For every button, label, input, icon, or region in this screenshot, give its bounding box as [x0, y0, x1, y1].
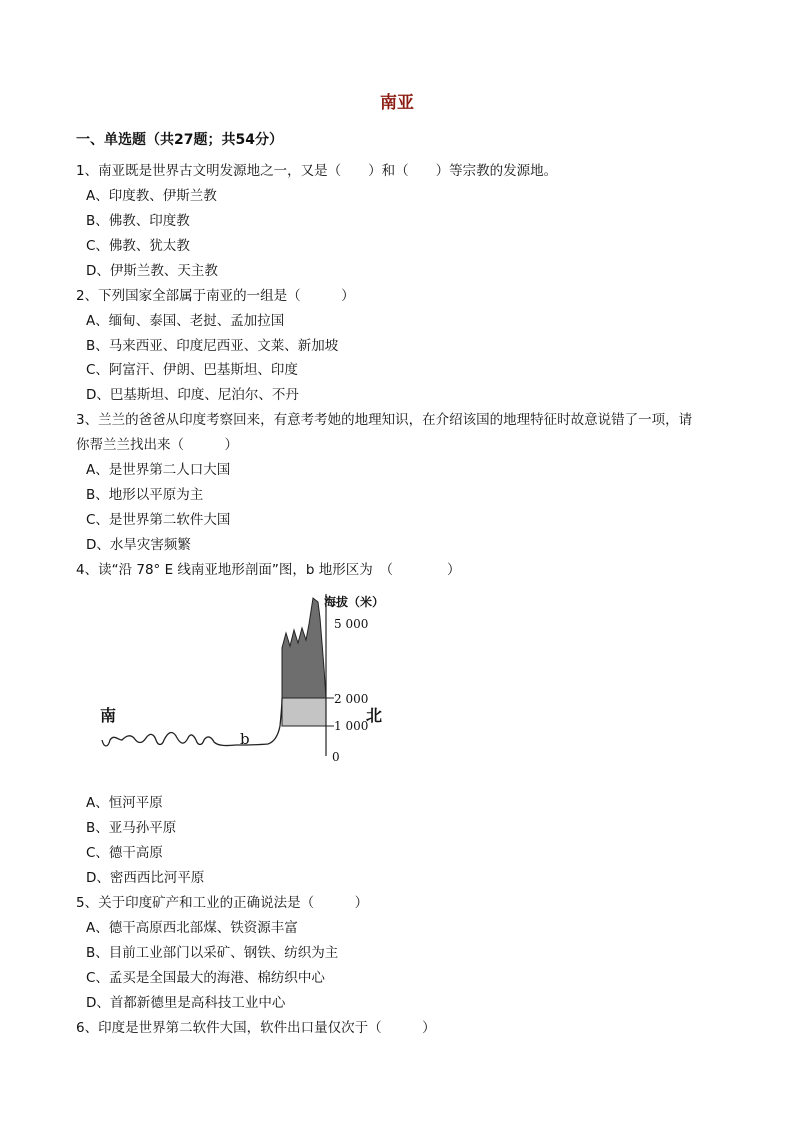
tick-0: 0 [332, 750, 340, 764]
question-3-option-a[interactable]: A、是世界第二人口大国 [86, 462, 231, 478]
question-5-option-c[interactable]: C、孟买是全国最大的海港、棉纺织中心 [86, 970, 325, 986]
question-1-option-a[interactable]: A、印度教、伊斯兰教 [86, 188, 217, 204]
question-3-option-d[interactable]: D、水旱灾害频繁 [86, 537, 191, 553]
section-heading: 一、单选题（共27题；共54分） [76, 132, 283, 148]
terrain-profile-line [102, 698, 282, 746]
question-5-option-a[interactable]: A、德干高原西北部煤、铁资源丰富 [86, 920, 298, 936]
question-5-option-b[interactable]: B、目前工业部门以采矿、钢铁、纺织为主 [86, 945, 339, 961]
terrain-profile-svg [96, 588, 396, 768]
question-1-option-d[interactable]: D、伊斯兰教、天主教 [86, 263, 218, 279]
question-4-stem: 4、读“沿 78° E 线南亚地形剖面”图，b 地形区为 （ ） [76, 562, 461, 578]
page-title: 南亚 [380, 93, 414, 113]
terrain-profile-figure [96, 588, 396, 768]
question-4-option-b[interactable]: B、亚马孙平原 [86, 820, 177, 836]
tick-5000: 5 000 [334, 617, 369, 631]
question-1-stem: 1、南亚既是世界古文明发源地之一，又是（ ）和（ ）等宗教的发源地。 [76, 163, 558, 179]
elevation-band-1000-2000 [282, 698, 326, 726]
question-1-option-c[interactable]: C、佛教、犹太教 [86, 238, 190, 254]
question-6-stem: 6、印度是世界第二软件大国，软件出口量仅次于（ ） [76, 1020, 436, 1036]
axis-title: 海拔（米） [324, 595, 385, 609]
question-3-stem: 3、兰兰的爸爸从印度考察回来，有意考考她的地理知识，在介绍该国的地理特征时故意说错了一项，请 [76, 412, 693, 428]
question-3-option-c[interactable]: C、是世界第二软件大国 [86, 512, 231, 528]
question-1-option-b[interactable]: B、佛教、印度教 [86, 213, 190, 229]
question-3-stem-continued: 你帮兰兰找出来（ ） [76, 437, 238, 453]
question-4-option-c[interactable]: C、德干高原 [86, 845, 163, 861]
question-2-option-a[interactable]: A、缅甸、泰国、老挝、孟加拉国 [86, 313, 285, 329]
question-4-option-d[interactable]: D、密西西比河平原 [86, 870, 205, 886]
mountain-upper-zone [282, 598, 326, 698]
tick-1000: 1 000 [334, 719, 369, 733]
question-3-option-b[interactable]: B、地形以平原为主 [86, 487, 204, 503]
north-label: 北 [366, 706, 383, 725]
south-label: 南 [100, 706, 117, 725]
point-b-label: b [240, 730, 250, 748]
question-4-option-a[interactable]: A、恒河平原 [86, 795, 163, 811]
tick-2000: 2 000 [334, 692, 369, 706]
question-2-stem: 2、下列国家全部属于南亚的一组是（ ） [76, 288, 355, 304]
elevation-band-0-1000 [282, 726, 326, 754]
question-2-option-b[interactable]: B、马来西亚、印度尼西亚、文莱、新加坡 [86, 338, 339, 354]
question-2-option-d[interactable]: D、巴基斯坦、印度、尼泊尔、不丹 [86, 387, 299, 403]
question-5-option-d[interactable]: D、首都新德里是高科技工业中心 [86, 995, 286, 1011]
question-2-option-c[interactable]: C、阿富汗、伊朗、巴基斯坦、印度 [86, 362, 298, 378]
question-5-stem: 5、关于印度矿产和工业的正确说法是（ ） [76, 895, 369, 911]
